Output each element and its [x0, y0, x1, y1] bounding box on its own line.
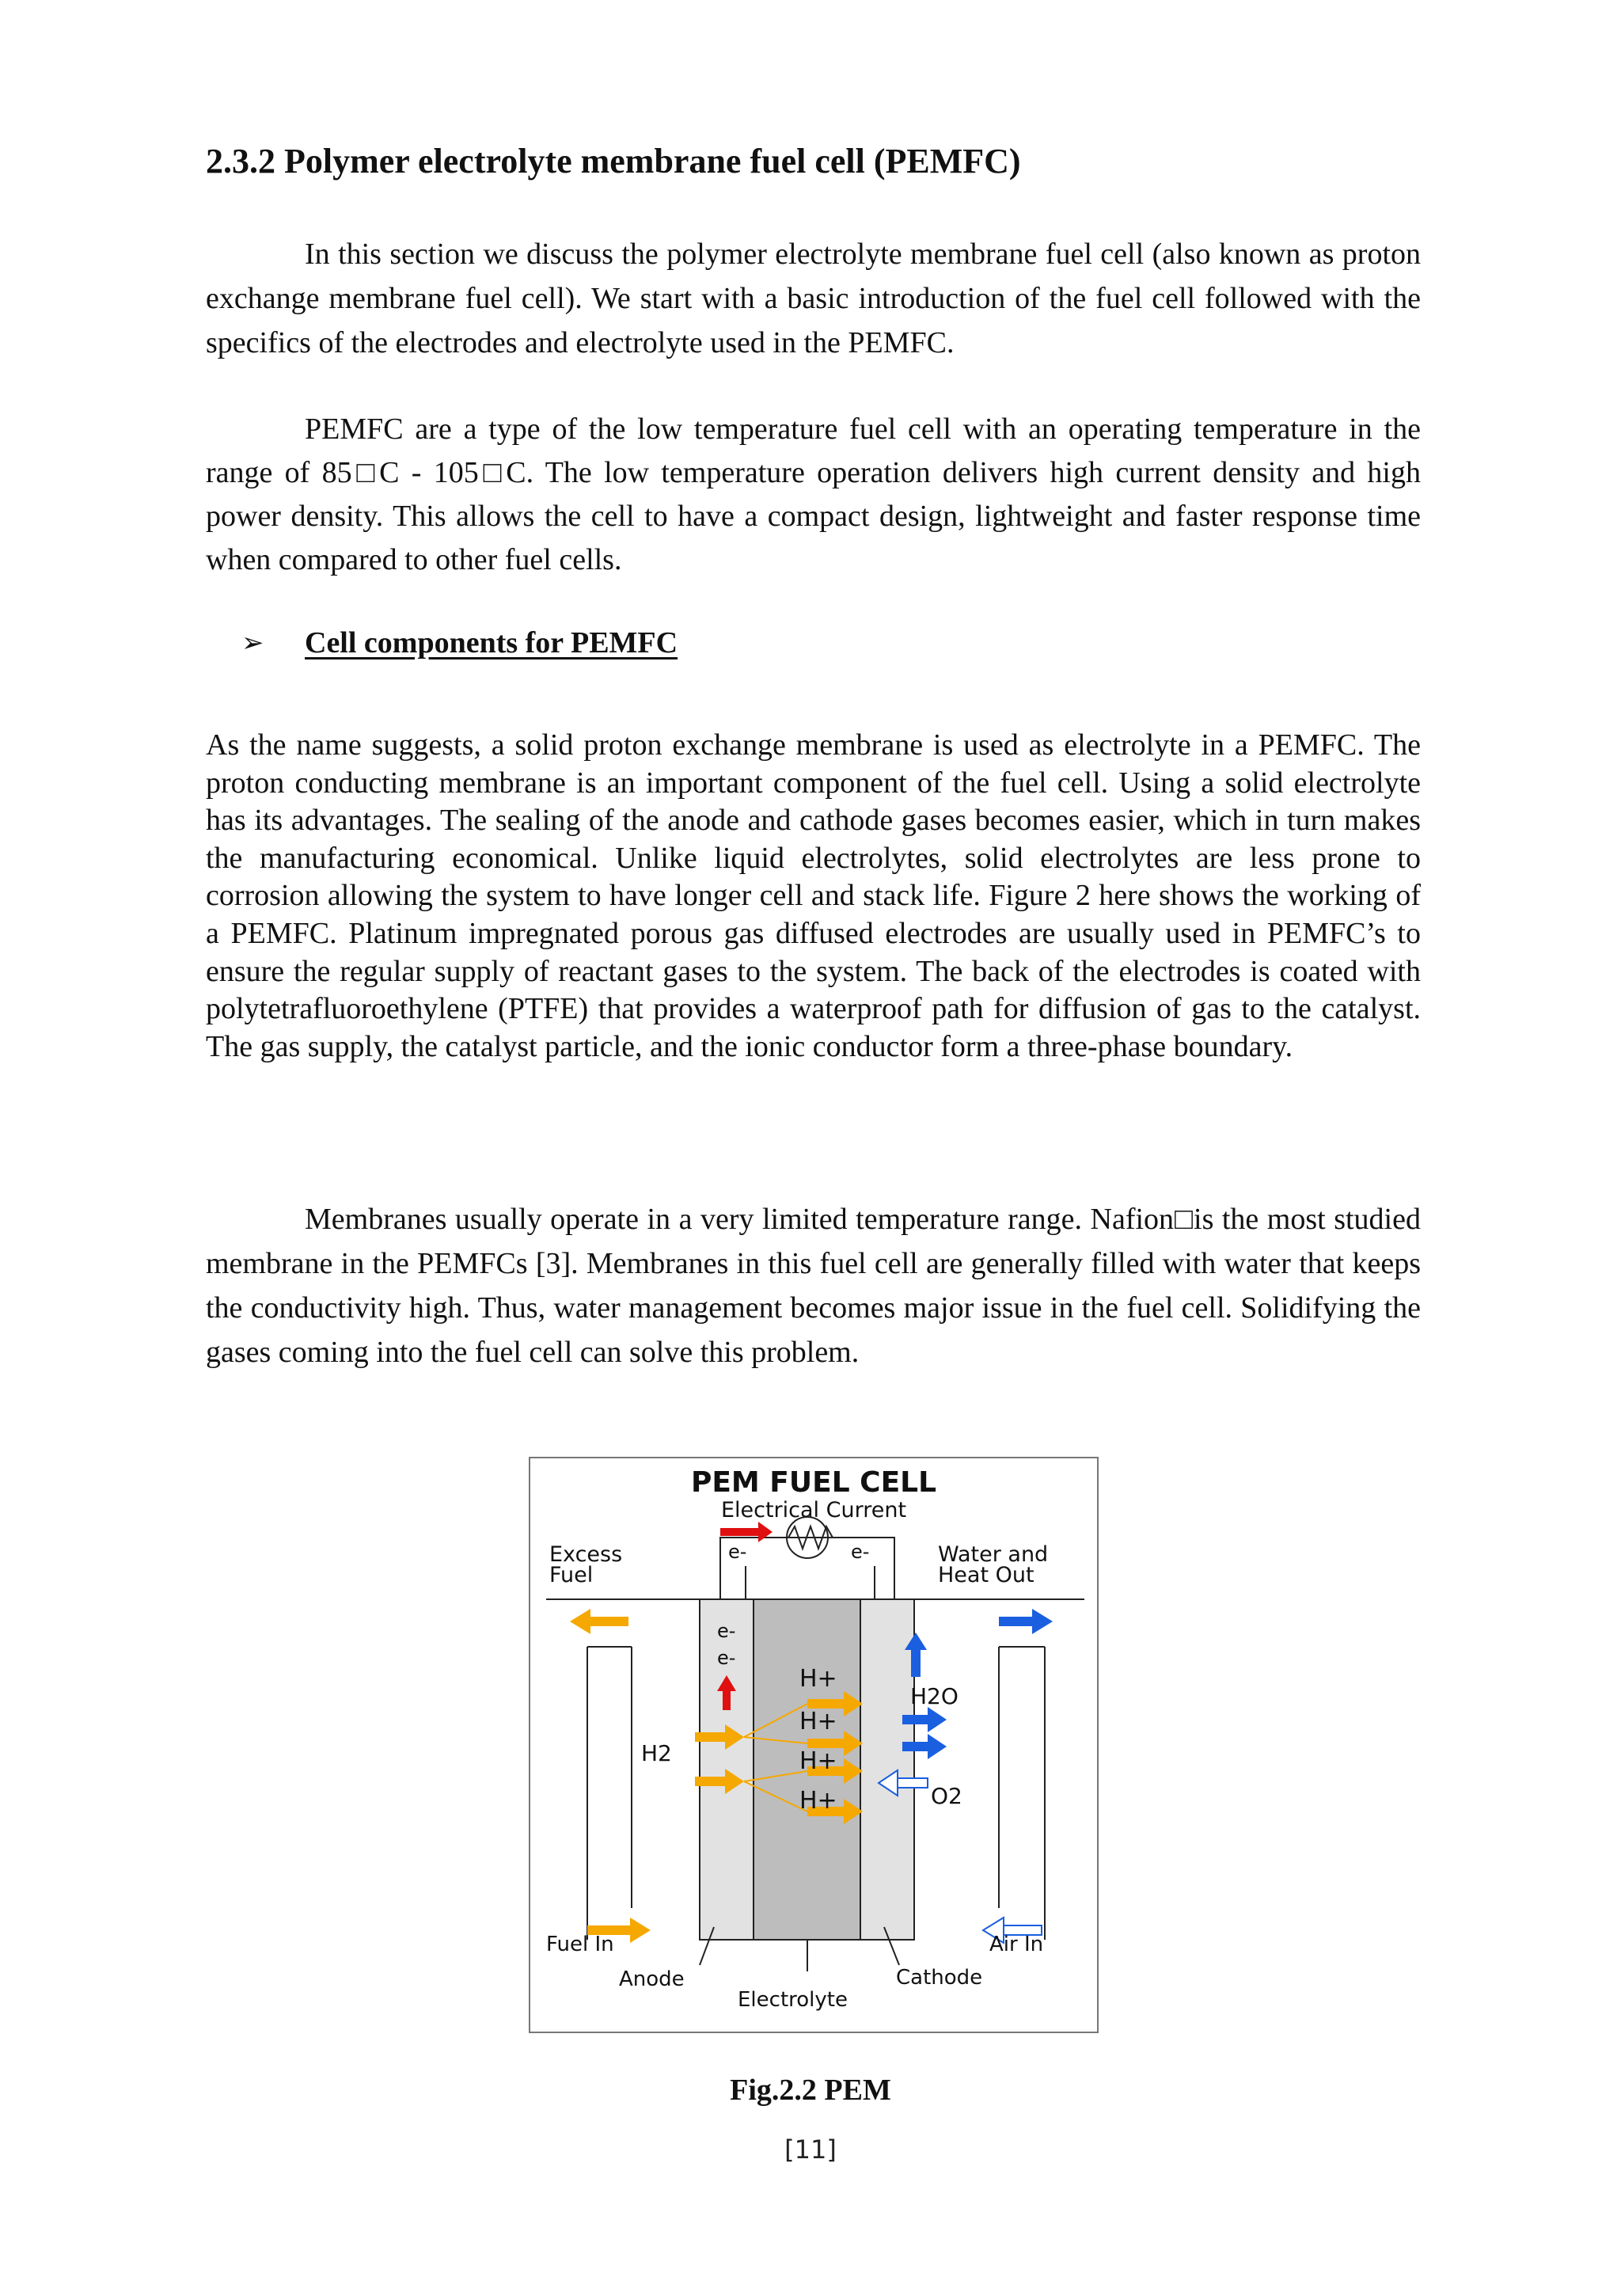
circuit-electron-right: e- — [851, 1541, 870, 1563]
air-in-label: Air In — [989, 1933, 1044, 1956]
components-paragraph: As the name suggests, a solid proton exchange membrane is used as electrolyte in a PEMFC. The proton conducting membrane is an important component of the fuel cell. Using a solid electrolyte has its advantages. The sealing of the anode and cathode gases becomes easier, which in turn makes the manufacturing economical. Unlike liquid electrolytes, solid electrolytes are less prone to corrosion allowing the system to have longer cell and stack life. Figure 2 here shows the working of a PEMFC. Platinum impregnated porous gas diffused electrodes are usually used in PEMFC’s to ensure the regular supply of reactant gases to the system. The back of the electrodes is coated with polytetrafluoroethylene (PTFE) that provides a waterproof path for diffusion of gas to the catalyst. The gas supply, the catalyst particle, and the ionic conductor form a three-phase boundary. — [206, 728, 1421, 1063]
pem-diagram — [530, 1458, 1097, 2032]
proton-label-1: H+ — [799, 1665, 837, 1693]
oxygen-label: O2 — [931, 1783, 962, 1809]
circuit-electron-arrow-icon — [720, 1522, 773, 1542]
cathode-label: Cathode — [896, 1966, 983, 1990]
anode-channel — [587, 1647, 632, 1940]
proton-label-3: H+ — [799, 1747, 837, 1775]
anode-electron-2: e- — [717, 1647, 736, 1669]
hydrogen-label: H2 — [641, 1740, 672, 1766]
water-heat-arrow-icon — [999, 1609, 1053, 1634]
page-number: [11] — [784, 2134, 837, 2165]
water-heat-label-1: Water and — [938, 1542, 1049, 1567]
cathode-channel — [999, 1647, 1045, 1940]
water-label: H2O — [910, 1683, 959, 1709]
membranes-paragraph: Membranes usually operate in a very limited temperature range. Nafion□is the most studied membrane in the PEMFCs [3]. Membranes in this fuel cell are generally filled with water that keeps the conductivity high. Thus, water management becomes major issue in the fuel cell. Solidifying the gases coming into the fuel cell can solve this problem. — [206, 1203, 1421, 1369]
section-heading: 2.3.2 Polymer electrolyte membrane fuel cell (PEMFC) — [206, 142, 1021, 181]
fuel-in-label: Fuel In — [546, 1933, 614, 1956]
water-heat-label-2: Heat Out — [938, 1563, 1034, 1587]
pem-fuel-cell-figure — [529, 1457, 1099, 2033]
circuit-drop-lines — [746, 1566, 875, 1599]
proton-label-4: H+ — [799, 1787, 837, 1815]
excess-fuel-label-2: Fuel — [549, 1563, 594, 1587]
cathode-layer — [860, 1599, 914, 1940]
circuit-electron-left: e- — [728, 1541, 747, 1563]
figure-title: PEM FUEL CELL — [690, 1466, 937, 1499]
cell-components-bullet — [241, 625, 678, 660]
anode-electron-1: e- — [717, 1620, 736, 1642]
anode-label: Anode — [619, 1967, 685, 1991]
figure-subtitle: Electrical Current — [720, 1498, 907, 1522]
excess-fuel-arrow-icon — [570, 1609, 628, 1634]
figure-caption: Fig.2.2 PEM — [730, 2074, 891, 2107]
bullet-label: Cell components for PEMFC — [305, 626, 678, 660]
electrolyte-label: Electrolyte — [738, 1988, 848, 2012]
temperature-paragraph: PEMFC are a type of the low temperature fuel cell with an operating temperature in the range of 85□C - 105□C. The low temperature operation delivers high current density and high power density. This allows the cell to have a compact design, lightweight and faster response time when compared to other fuel cells. — [206, 412, 1421, 576]
arrowhead-bullet-icon: ➢ — [241, 629, 264, 658]
excess-fuel-label-1: Excess — [549, 1542, 623, 1567]
intro-paragraph: In this section we discuss the polymer electrolyte membrane fuel cell (also known as proton exchange membrane fuel cell). We start with a basic introduction of the fuel cell followed with the specifics of the electrodes and electrolyte used in the PEMFC. — [206, 238, 1421, 359]
proton-label-2: H+ — [799, 1708, 837, 1735]
